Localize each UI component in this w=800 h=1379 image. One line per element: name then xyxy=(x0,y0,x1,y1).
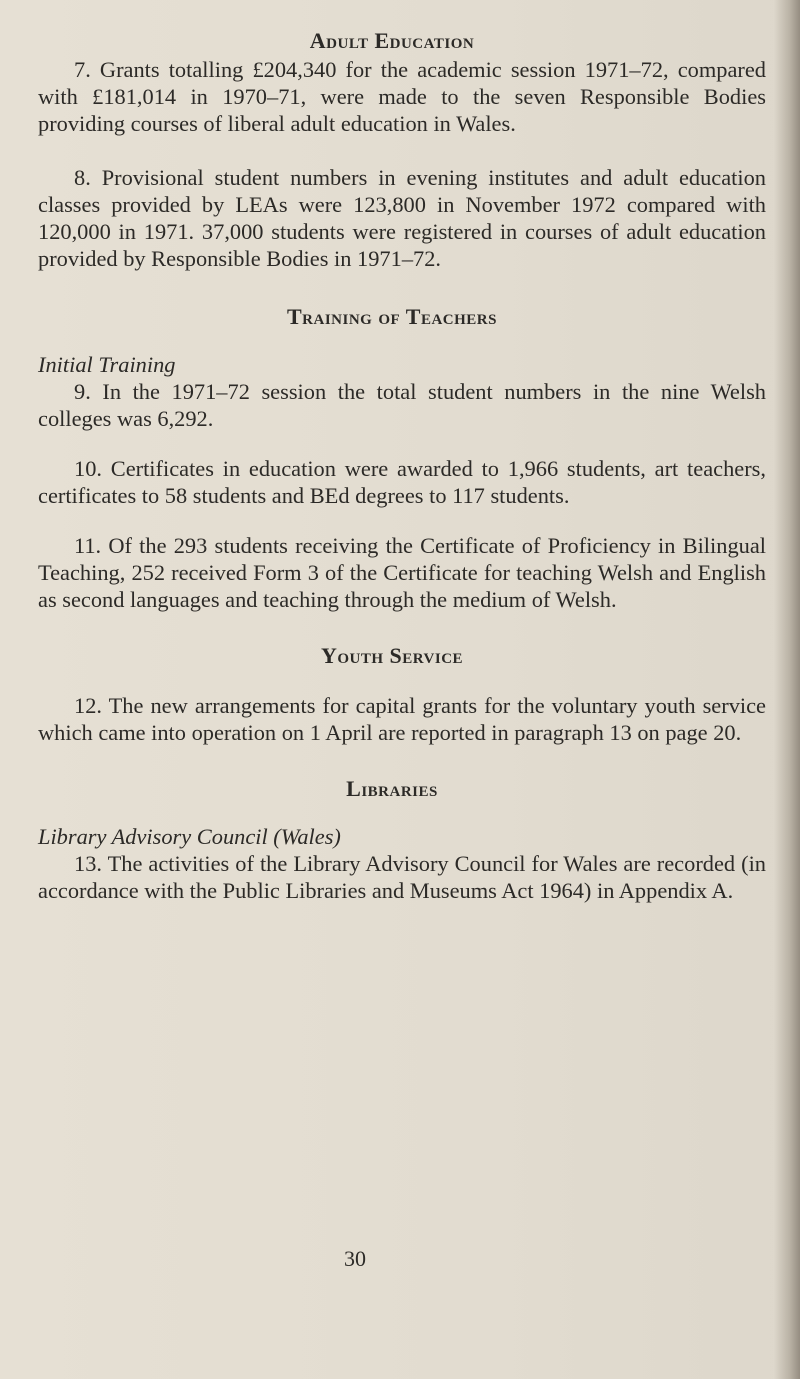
paragraph-10: 10. Certificates in education were awarded to 1,966 students, art teachers, certificates to 58 students and BEd degrees to 117 students. xyxy=(38,456,766,508)
heading-training-of-teachers: Training of Teachers xyxy=(287,304,497,329)
subheading-initial-training: Initial Training xyxy=(38,352,176,377)
paragraph-13: 13. The activities of the Library Advisory Council for Wales are recorded (in accordance with the Public Libraries and Museums Act 1964) in Appendix A. xyxy=(38,851,766,903)
page-edge-shadow xyxy=(774,0,800,1379)
heading-libraries: Libraries xyxy=(346,776,438,801)
paragraph-12: 12. The new arrangements for capital grants for the voluntary youth service which came into operation on 1 April are reported in paragraph 13 on page 20. xyxy=(38,693,766,745)
page-number: 30 xyxy=(344,1246,366,1271)
subheading-library-advisory-council: Library Advisory Council (Wales) xyxy=(38,824,341,849)
paragraph-7: 7. Grants totalling £204,340 for the academic session 1971–72, compared with £181,014 in 1970–71, were made to the seven Responsible Bodies providing courses of liberal adult education in Wales. xyxy=(38,57,766,136)
heading-youth-service: Youth Service xyxy=(320,643,464,668)
heading-adult-education: Adult Education xyxy=(309,28,475,53)
page-content xyxy=(38,28,766,904)
paragraph-8: 8. Provisional student numbers in evening institutes and adult education classes provided by LEAs were 123,800 in November 1972 compared with 120,000 in 1971. 37,000 students were registered in courses of adult education provided by Responsible Bodies in 1971–72. xyxy=(38,165,766,271)
paragraph-11: 11. Of the 293 students receiving the Certificate of Proficiency in Bilingual Teaching, 252 received Form 3 of the Certificate for teaching Welsh and English as second languages and teaching through the medium of Welsh. xyxy=(38,533,766,612)
paragraph-9: 9. In the 1971–72 session the total student numbers in the nine Welsh colleges was 6,292. xyxy=(38,379,766,431)
